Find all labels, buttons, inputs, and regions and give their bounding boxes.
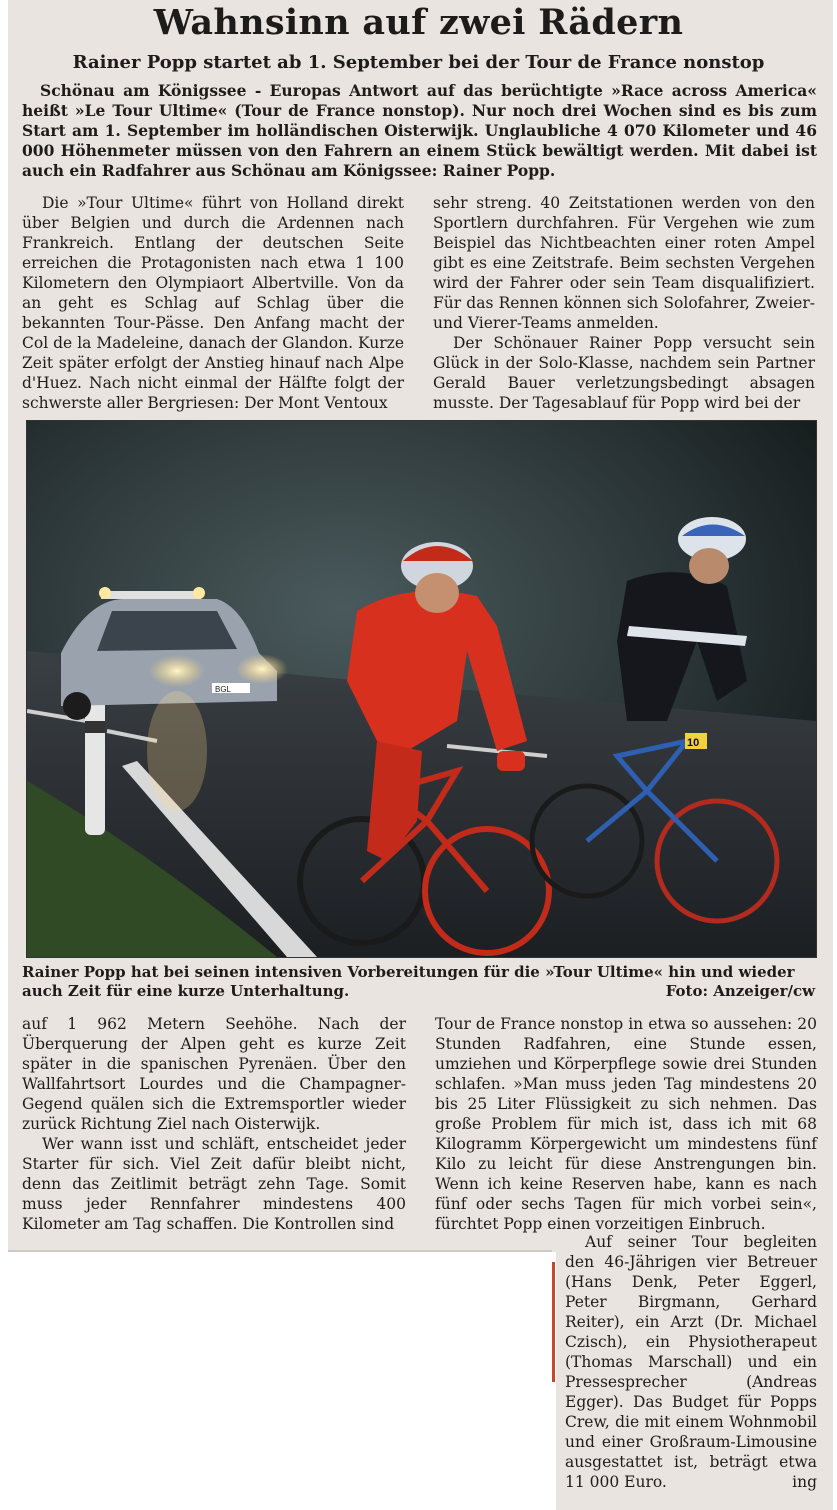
column-3 [22,1014,406,1234]
column-5 [565,1232,817,1492]
column-1 [22,193,404,413]
column-1-text: Die »Tour Ultime« führt von Holland direkt über Belgien und durch die Ardennen nach Frankreich. Entlang der deutschen Seite erreichen die Protagonisten nach etwa 1 100 Kilometern den Olympiaort Albertville. Von da an geht es Schlag auf Schlag über die bekannten Tour-Pässe. Den Anfang macht der Col de la Madeleine, danach der Glandon. Kurze Zeit später erfolgt der Anstieg hinauf nach Alpe d'Huez. Nach nicht einmal der Hälfte folgt der schwerste aller Bergriesen: Der Mont Ventoux [22,194,404,412]
column-3-paragraph-1: auf 1 962 Metern Seehöhe. Nach der Überquerung der Alpen geht es kurze Zeit später in die spanischen Pyrenäen. Über den Wallfahrtsort Lourdes und die Champagner-Gegend quälen sich die Extremsportler wieder zurück Richtung Ziel nach Oisterwijk. [22,1015,406,1133]
column-4 [435,1014,817,1234]
column-2 [433,193,815,413]
author-initials: ing [792,1473,817,1491]
car-plate: BGL [215,685,232,694]
photo-caption: Rainer Popp hat bei seinen intensiven Vorbereitungen für die »Tour Ultime« hin und wieder auch Zeit für eine kurze Unterhaltung. [22,963,795,1000]
headline: Wahnsinn auf zwei Rädern [153,2,684,43]
column-2-paragraph-1: sehr streng. 40 Zeitstationen werden von den Sportlern durchfahren. Für Vergehen wie zum Beispiel das Nichtbeachten einer roten Ampel gibt es eine Zeitstrafe. Beim sechsten Vergehen wird der Fahrer oder sein Team disqualifiziert. Für das Rennen können sich Solofahrer, Zweier- und Vierer-Teams anmelden. [433,194,815,332]
clipping-edge-mark [552,1262,555,1382]
photo-credit: Foto: Anzeiger/cw [665,982,815,1000]
lead-paragraph: Schönau am Königssee - Europas Antwort auf das berüchtigte »Race across America« heißt »Le Tour Ultime« (Tour de France nonstop). Nur noch drei Wochen sind es bis zum Start am 1. September im holländischen Oisterwijk. Unglaubliche 4 070 Kilometer und 46 000 Höhenmeter müssen von den Fahrern an einem Stück bewältigt werden. Mit dabei ist auch ein Radfahrer aus Schönau am Königssee: Rainer Popp. [22,81,817,180]
column-3-paragraph-2: Wer wann isst und schläft, entscheidet jeder Starter für sich. Viel Zeit dafür bleibt nicht, denn das Zeitlimit beträgt zehn Tage. Somit muss jeder Rennfahrer mindestens 400 Kilometer am Tag schaffen. Die Kontrollen sind [22,1135,406,1233]
cyclists-photo [26,420,817,958]
bib-number: 10 [687,737,700,749]
column-4-text: Tour de France nonstop in etwa so aussehen: 20 Stunden Radfahren, eine Stunde essen, umziehen und Körperpflege sowie drei Stunden schlafen. »Man muss jeden Tag mindestens 20 bis 25 Liter Flüssigkeit zu sich nehmen. Das große Problem für mich ist, dass ich mit 68 Kilogramm Körpergewicht um mindestens fünf Kilo zu leicht für diese Anstrengungen bin. Wenn ich keine Reserven habe, kann es nach fünf oder sechs Tagen für mich vorbei sein«, fürchtet Popp einen vorzeitigen Einbruch. [435,1015,817,1233]
subheadline: Rainer Popp startet ab 1. September bei der Tour de France nonstop [72,52,765,73]
clipping-cut-edge [8,1250,552,1252]
column-5-text: Auf seiner Tour begleiten den 46-Jährigen vier Betreuer (Hans Denk, Peter Eggerl, Peter Birgmann, Gerhard Reiter), ein Arzt (Dr. Michael Czisch), ein Physiotherapeut (Thomas Marschall) und ein Pressesprecher (Andreas Egger). Das Budget für Popps Crew, die mit einem Wohnmobil und einer Großraum-Limousine ausgestattet ist, beträgt etwa 11 000 Euro. [565,1233,817,1491]
column-2-paragraph-2: Der Schönauer Rainer Popp versucht sein Glück in der Solo-Klasse, nachdem sein Partner Gerald Bauer verletzungsbedingt absagen musste. Der Tagesablauf für Popp wird bei der [433,334,815,412]
